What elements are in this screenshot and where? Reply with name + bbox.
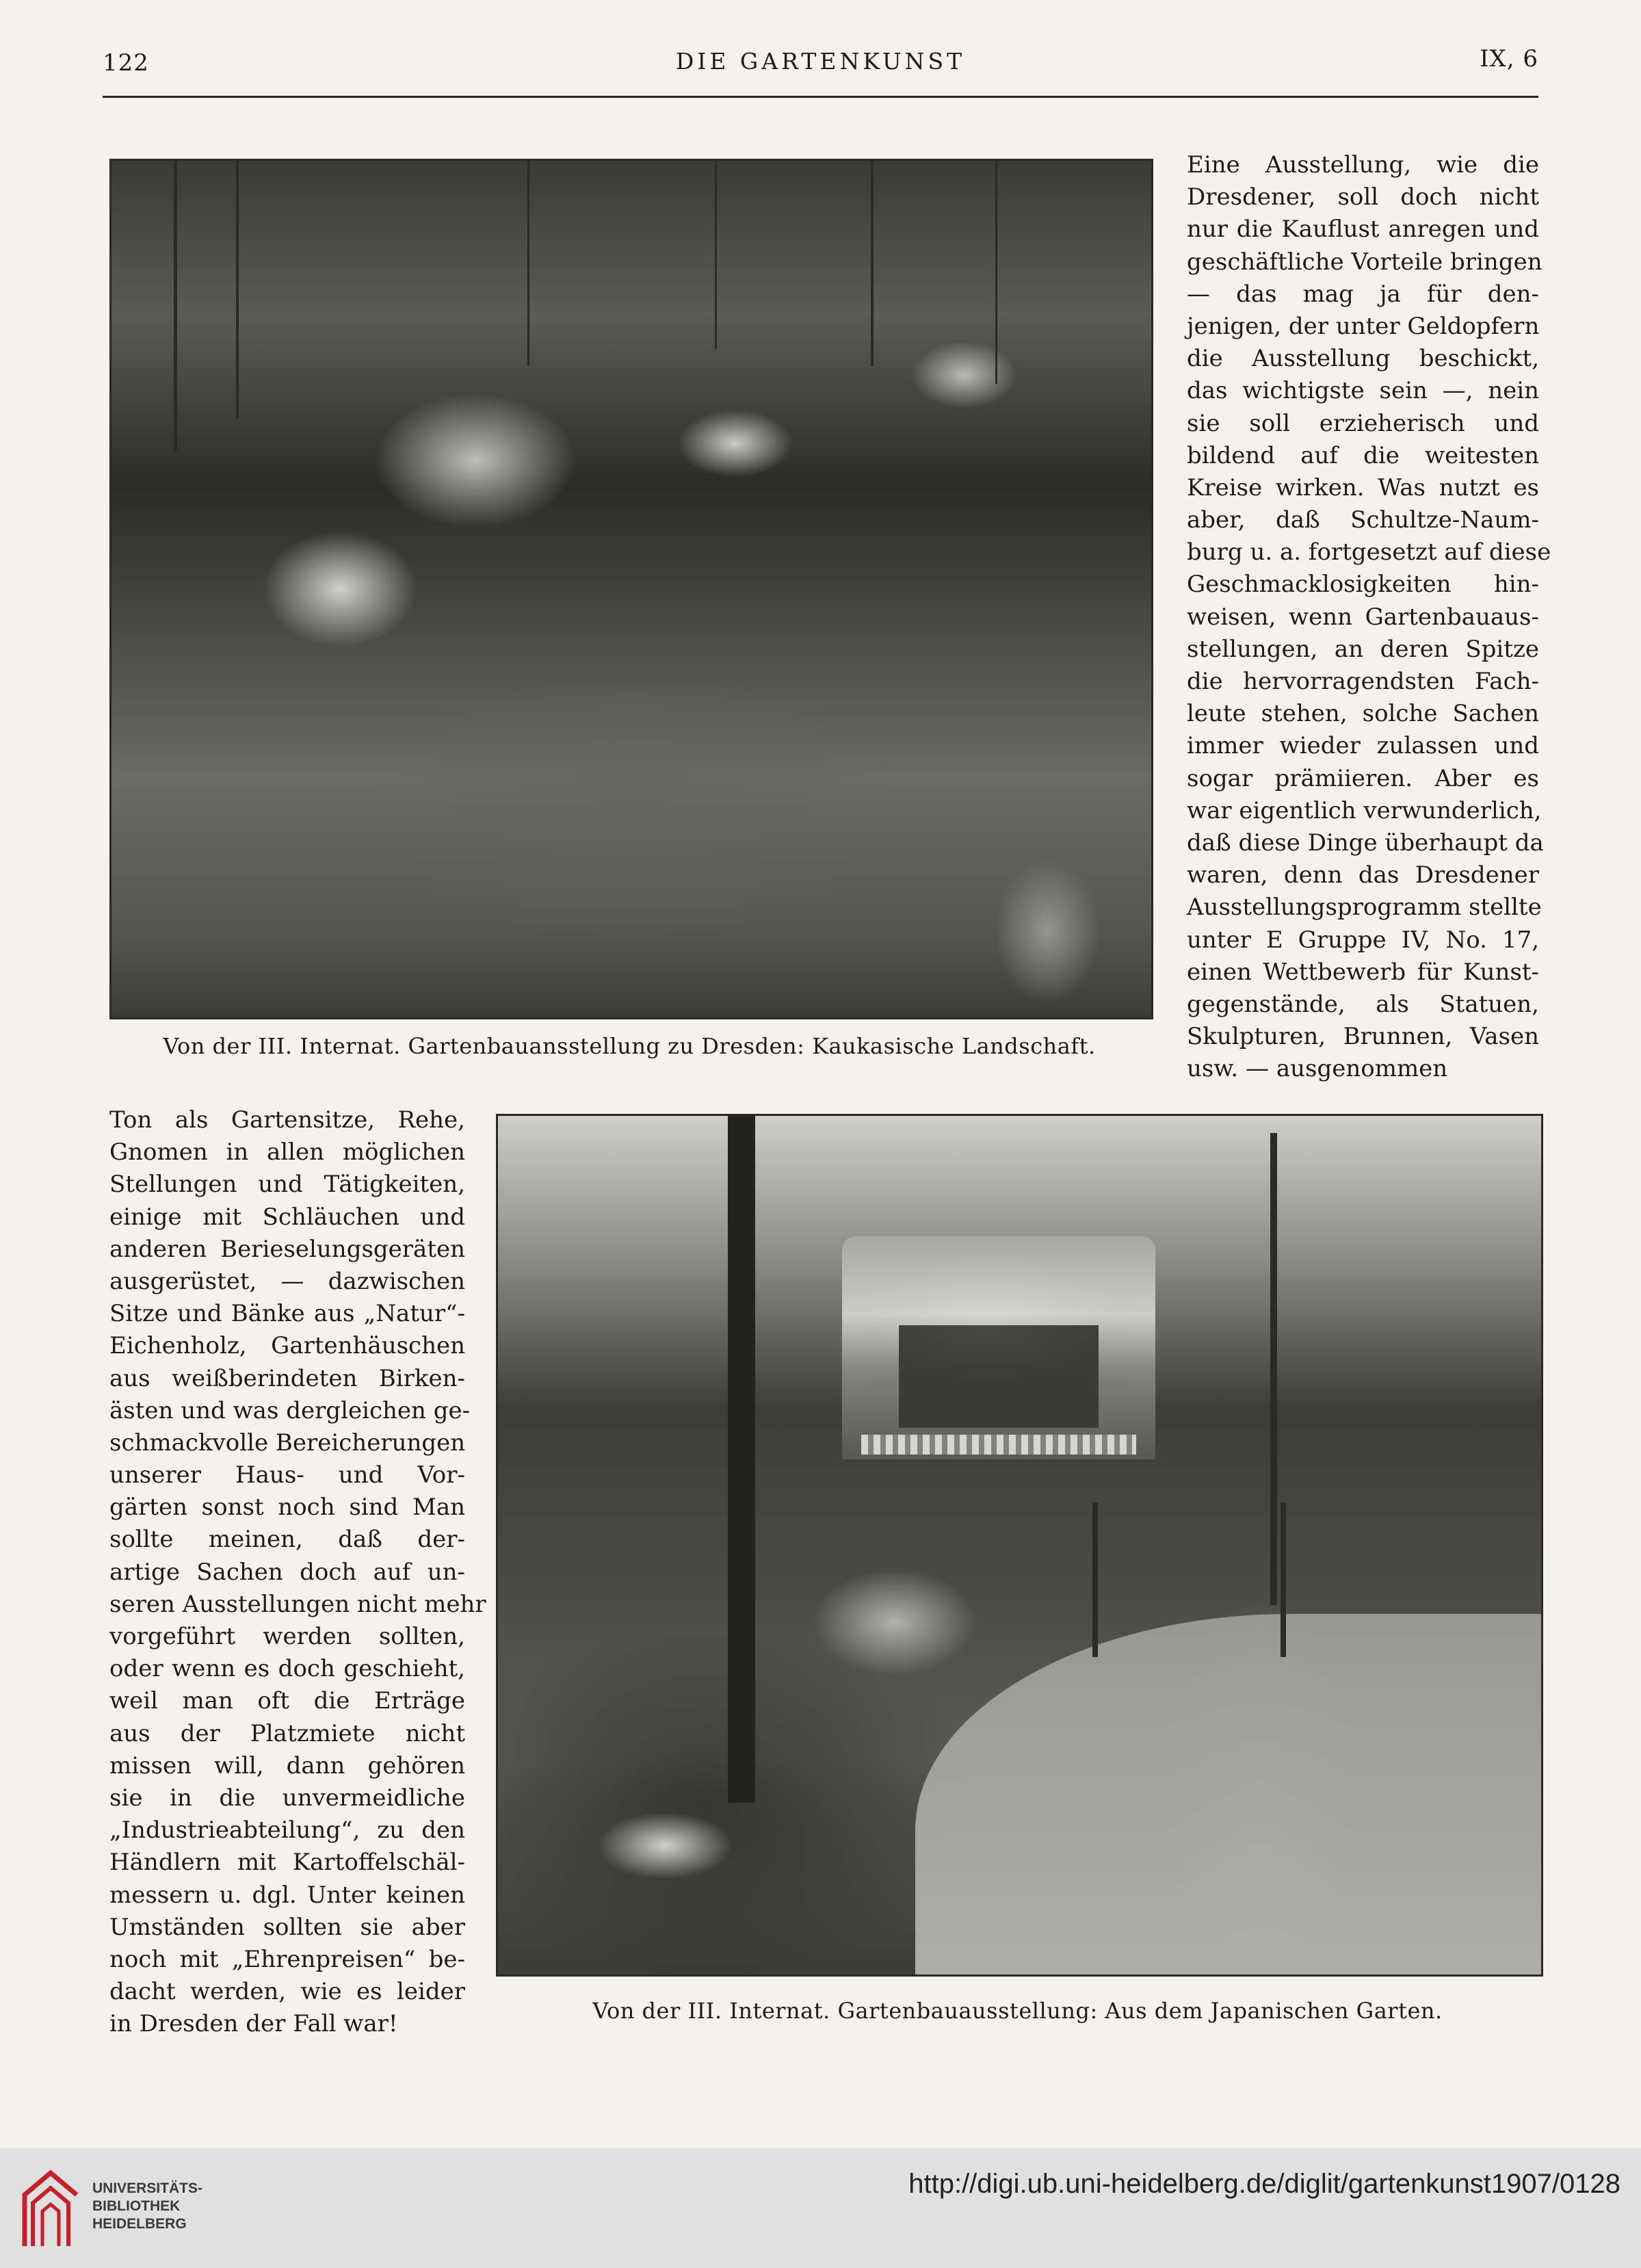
text-line: aus der Platzmiete nicht [109, 1719, 465, 1747]
text-line: Eichenholz, Gartenhäuschen [109, 1332, 465, 1360]
volume-issue: IX, 6 [1480, 45, 1538, 73]
text-line: in Dresden der Fall war! [109, 2010, 398, 2038]
text-line: Stellungen und Tätigkeiten, [109, 1171, 465, 1199]
text-line: das wichtigste sein —, nein [1187, 377, 1539, 405]
text-line: Dresdener, soll doch nicht [1187, 183, 1539, 211]
text-line: vorgeführt werden sollten, [109, 1623, 465, 1650]
text-line: aber, daß Schultze-Naum- [1187, 506, 1539, 534]
text-line: immer wieder zulassen und [1187, 732, 1539, 760]
text-line: die Ausstellung beschickt, [1187, 345, 1539, 373]
text-line: gärten sonst noch sind Man [109, 1494, 465, 1522]
text-line: aus weißberindeten Birken- [109, 1364, 465, 1392]
text-line: nur die Kauflust anregen und [1187, 216, 1539, 244]
text-line: jenigen, der unter Geldopfern [1187, 312, 1540, 340]
text-line: Geschmacklosigkeiten hin- [1187, 571, 1539, 599]
text-line: Gnomen in allen möglichen [109, 1138, 465, 1166]
text-line: Ton als Gartensitze, Rehe, [109, 1106, 465, 1134]
text-line: Händlern mit Kartoffelschäl- [109, 1849, 465, 1877]
text-line: dacht werden, wie es leider [109, 1978, 465, 2006]
text-line: burg u. a. fortgesetzt auf diese [1187, 538, 1551, 566]
text-line: Sitze und Bänke aus „Natur“- [109, 1300, 465, 1328]
journal-title: DIE GARTENKUNST [675, 48, 966, 75]
text-line: weil man oft die Erträge [109, 1687, 465, 1715]
garden-path [915, 1614, 1541, 1974]
text-line: Kreise wirken. Was nutzt es [1187, 473, 1539, 501]
photo-japanese-garden [496, 1114, 1543, 1977]
left-text-column [109, 1104, 486, 2040]
text-line: leute stehen, solche Sachen [1187, 700, 1539, 728]
header-rule [103, 96, 1538, 98]
text-line: einige mit Schläuchen und [109, 1203, 465, 1231]
text-line: anderen Berieselungsgeräten [109, 1235, 465, 1263]
text-line: noch mit „Ehrenpreisen“ be- [109, 1945, 465, 1973]
text-line: geschäftliche Vorteile bringen [1187, 248, 1542, 276]
text-line: Eine Ausstellung, wie die [1187, 151, 1539, 179]
text-line: sie soll erzieherisch und [1187, 409, 1539, 437]
text-line: stellungen, an deren Spitze [1187, 635, 1539, 663]
text-line: bildend auf die weitesten [1187, 441, 1539, 469]
text-line: gegenstände, als Statuen, [1187, 990, 1539, 1018]
text-line: unserer Haus- und Vor- [109, 1461, 465, 1489]
pavilion [842, 1236, 1155, 1459]
text-line: Ausstellungsprogramm stellte [1187, 894, 1542, 922]
text-line: war eigentlich verwunderlich, [1187, 796, 1542, 824]
text-line: usw. — ausgenommen [1187, 1055, 1448, 1083]
text-line: unter E Gruppe IV, No. 17, [1187, 926, 1539, 954]
text-line: daß diese Dinge überhaupt da [1187, 829, 1544, 857]
page-number: 122 [103, 49, 149, 77]
text-line: oder wenn es doch geschieht, [109, 1655, 465, 1683]
figure-caption-1: Von der III. Internat. Gartenbauansstellung zu Dresden: Kaukasische Landschaft. [163, 1033, 1096, 1059]
permalink-url[interactable]: http://digi.ub.uni-heidelberg.de/diglit/gartenkunst1907/0128 [908, 2169, 1620, 2199]
text-line: sollte meinen, daß der- [109, 1526, 465, 1554]
text-line: waren, denn das Dresdener [1187, 861, 1539, 889]
text-line: ausgerüstet, — dazwischen [109, 1267, 465, 1295]
text-line: schmackvolle Bereicherungen [109, 1429, 466, 1457]
text-line: Skulpturen, Brunnen, Vasen [1187, 1023, 1539, 1051]
text-line: „Industrieabteilung“, zu den [109, 1816, 465, 1845]
text-line: artige Sachen doch auf un- [109, 1558, 465, 1586]
text-line: messern u. dgl. Unter keinen [109, 1881, 465, 1909]
text-line: ästen und was dergleichen ge- [109, 1396, 471, 1424]
text-line: missen will, dann gehören [109, 1751, 465, 1780]
text-line: weisen, wenn Gartenbauaus- [1187, 603, 1539, 631]
text-line: einen Wettbewerb für Kunst- [1187, 958, 1539, 986]
text-line: seren Ausstellungen nicht mehr [109, 1590, 486, 1618]
text-line: sogar prämiieren. Aber es [1187, 764, 1539, 792]
library-footer [0, 2148, 1641, 2268]
running-header [103, 42, 1538, 90]
text-line: sie in die unvermeidliche [109, 1784, 465, 1812]
text-line: — das mag ja für den- [1187, 280, 1539, 308]
figure-caption-2: Von der III. Internat. Gartenbauausstellung: Aus dem Japanischen Garten. [592, 1998, 1443, 2024]
text-line: Umständen sollten sie aber [109, 1913, 465, 1941]
university-library-logo [18, 2167, 83, 2250]
photo-caucasian-landscape [109, 159, 1153, 1019]
library-name: UNIVERSITÄTS- BIBLIOTHEK HEIDELBERG [92, 2180, 203, 2232]
text-line: die hervorragendsten Fach- [1187, 668, 1539, 695]
right-text-column [1187, 149, 1551, 1085]
